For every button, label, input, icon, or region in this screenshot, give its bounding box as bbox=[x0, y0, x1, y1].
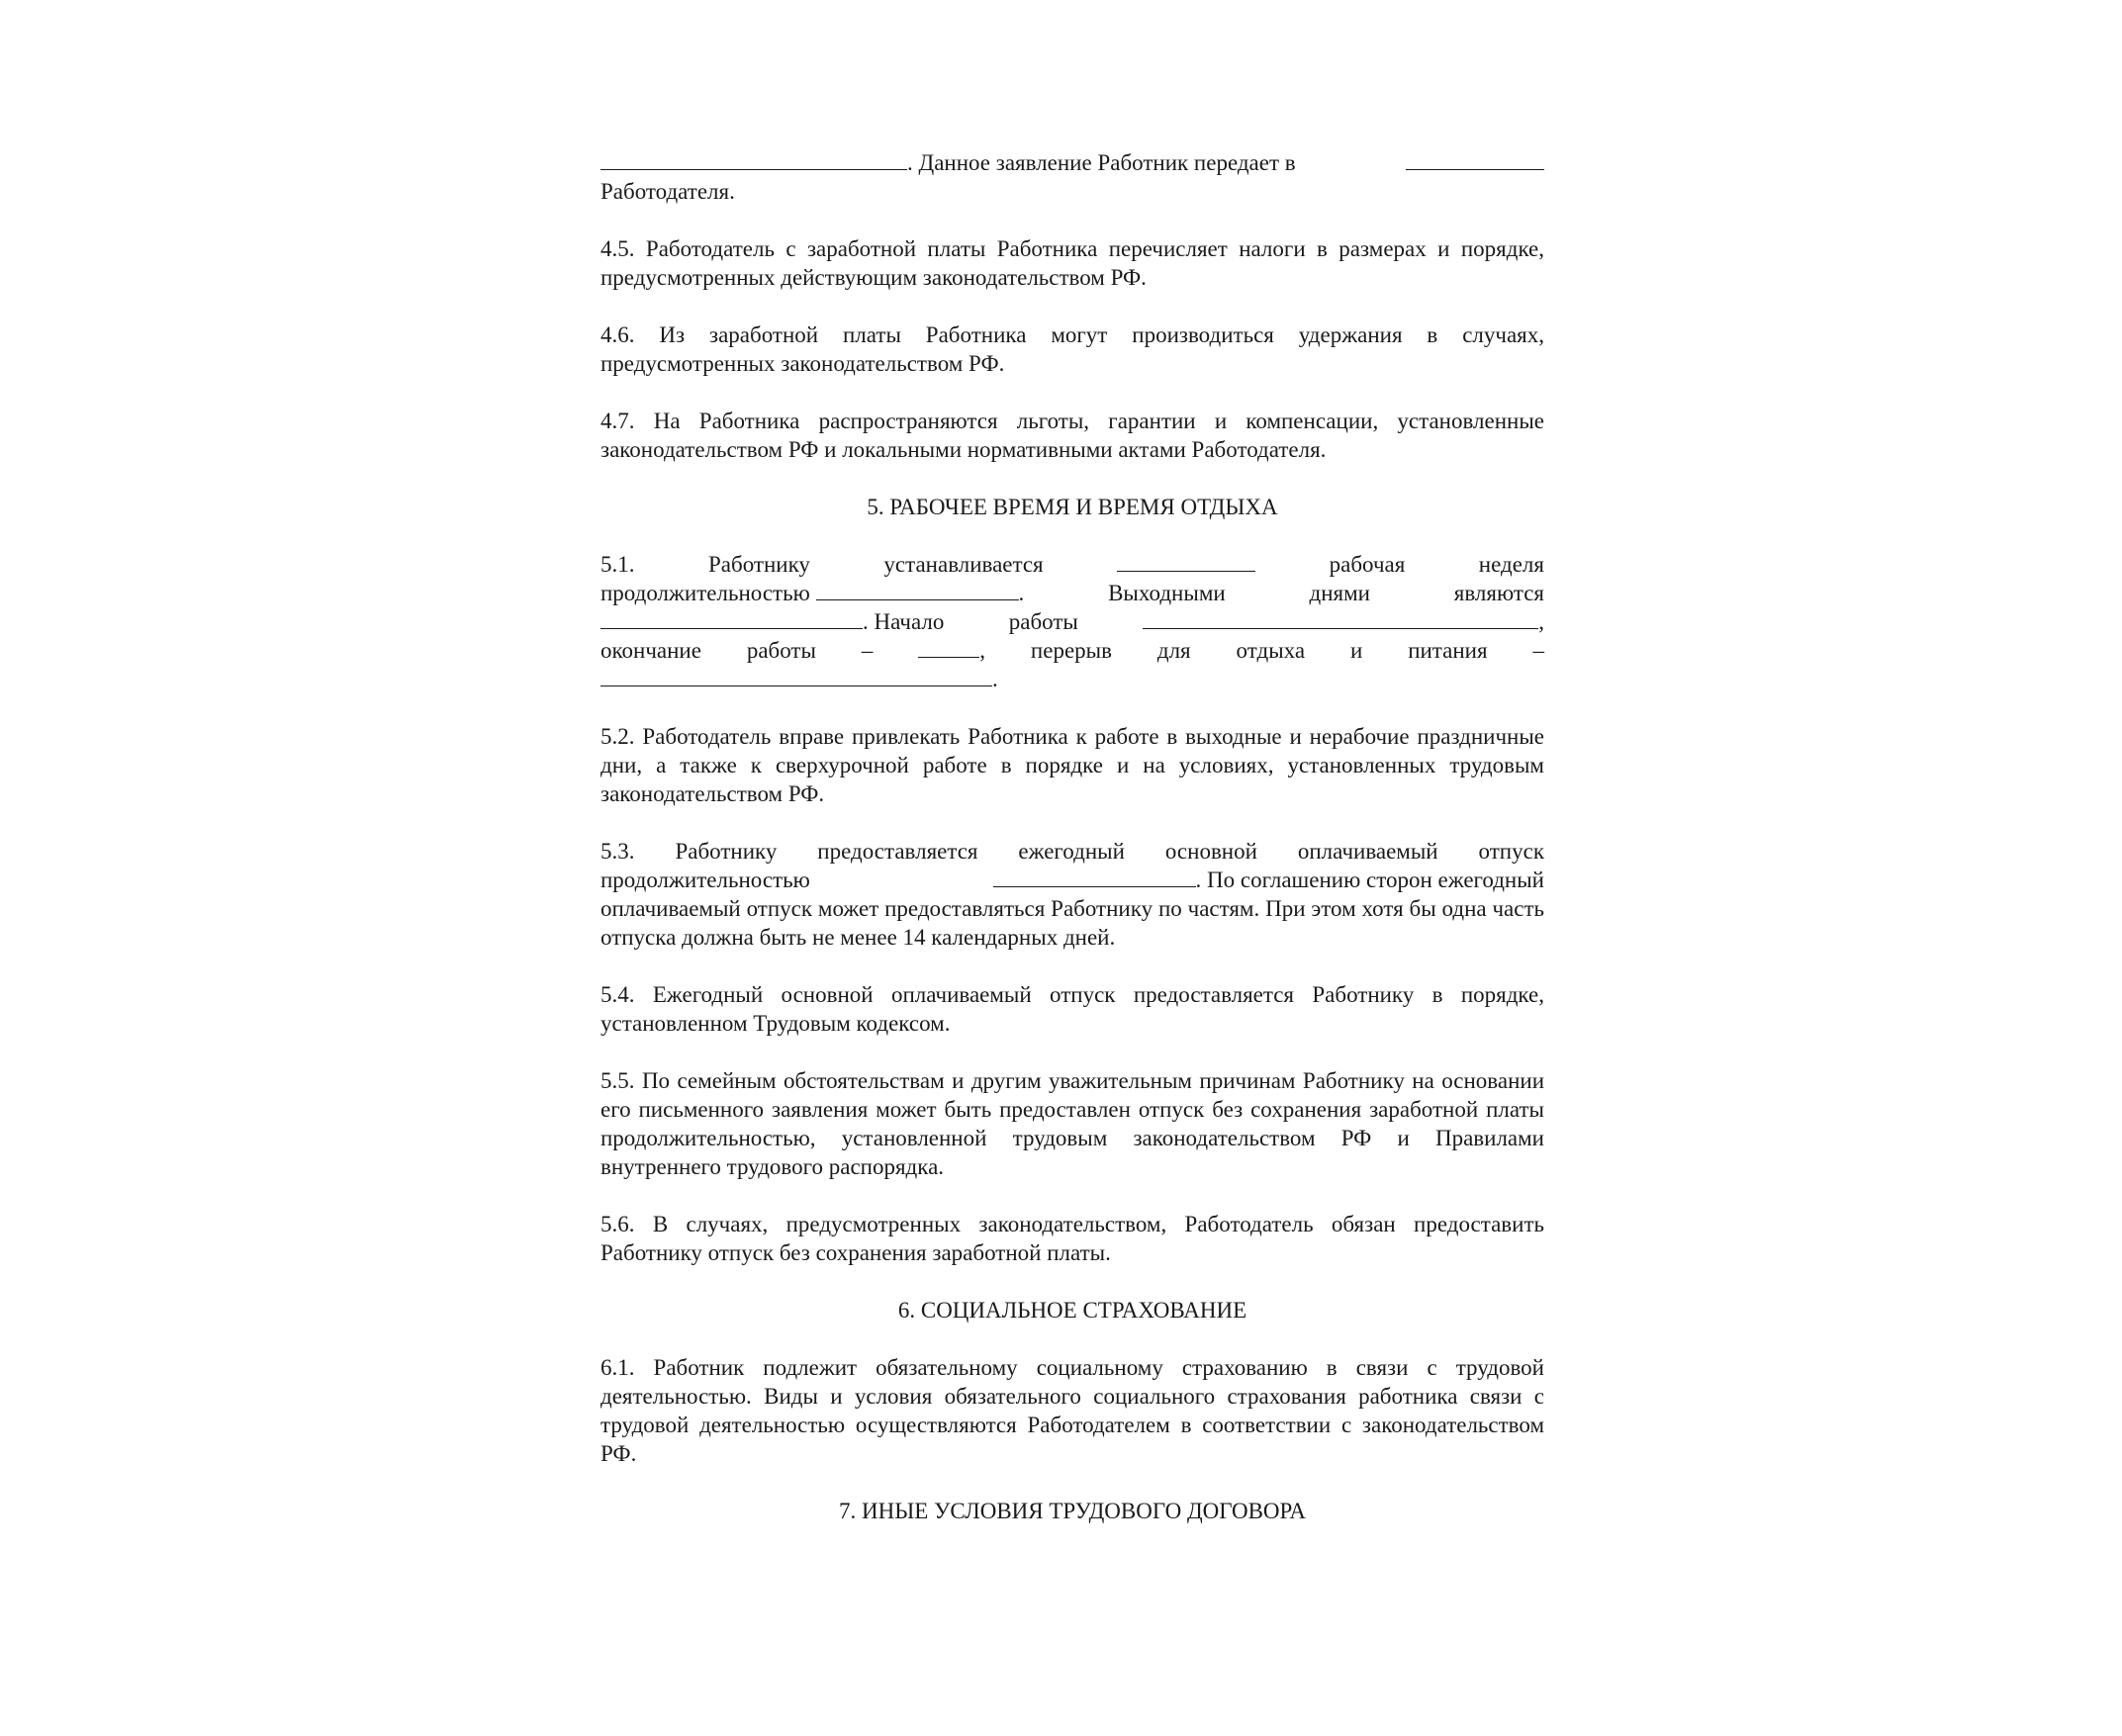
word: устанавливается bbox=[883, 552, 1044, 577]
word: для bbox=[1156, 638, 1191, 663]
blank-field bbox=[600, 608, 863, 629]
word: Работнику bbox=[708, 552, 810, 577]
clause-4-6: 4.6. Из заработной платы Работника могут производиться удержания в случаях, предусмотренных законодательством РФ. bbox=[600, 322, 1544, 376]
blank-field bbox=[816, 580, 1019, 600]
word: неделя bbox=[1478, 552, 1544, 577]
word-group bbox=[600, 607, 944, 636]
word: являются bbox=[1453, 581, 1544, 605]
paragraph-continuation bbox=[600, 148, 1544, 206]
clause-5-1-line-5: . bbox=[600, 665, 1544, 693]
blank-field bbox=[918, 637, 979, 658]
document-page bbox=[600, 148, 1544, 1554]
word: отдыха bbox=[1236, 638, 1306, 663]
continuation-line-1 bbox=[600, 148, 1544, 177]
word: работы bbox=[1008, 609, 1078, 634]
clause-5-1-line-3 bbox=[600, 607, 1544, 636]
word: продолжительностью bbox=[600, 868, 810, 892]
clause-5-5: 5.5. По семейным обстоятельствам и другим уважительным причинам Работнику на основании его письменного заявления может быть предоставлен отпуск без сохранения заработной платы продолжительностью, установленной трудовым законодательством РФ и Правилами внутреннего трудового распорядка. bbox=[600, 1068, 1544, 1179]
word: и bbox=[1349, 638, 1363, 663]
clause-5-3-rest: оплачиваемый отпуск может предоставляться Работнику по частям. При этом хотя бы одна часть отпуска должна быть не менее 14 календарных дней. bbox=[600, 896, 1544, 950]
clause-5-3-line-2 bbox=[600, 866, 1544, 894]
word-group bbox=[993, 866, 1544, 894]
clause-5-1-line-2 bbox=[600, 579, 1544, 607]
clause-5-4: 5.4. Ежегодный основной оплачиваемый отпуск предоставляется Работнику в порядке, установленном Трудовым кодексом. bbox=[600, 982, 1544, 1036]
blank-field bbox=[600, 148, 1296, 177]
blank-field bbox=[1406, 149, 1544, 170]
clause-4-7: 4.7. На Работника распространяются льготы, гарантии и компенсации, установленные законодательством РФ и локальными нормативными актами Работодателя. bbox=[600, 409, 1544, 462]
clause-6-1: 6.1. Работник подлежит обязательному социальному страхованию в связи с трудовой деятельностью. Виды и условия обязательного социального страхования работника связи с трудовой деятельностью осуществляются Работодателем в соответствии с законодательством РФ. bbox=[600, 1355, 1544, 1466]
word: – bbox=[1532, 638, 1544, 663]
word-group: , bbox=[918, 636, 985, 665]
blank-field bbox=[993, 867, 1196, 887]
clause-5-6: 5.6. В случаях, предусмотренных законодательством, Работодатель обязан предоставить Работнику отпуск без сохранения заработной платы. bbox=[600, 1212, 1544, 1265]
word: перерыв bbox=[1030, 638, 1112, 663]
section-heading-6: 6. СОЦИАЛЬНОЕ СТРАХОВАНИЕ bbox=[897, 1298, 1247, 1323]
blank-field bbox=[1143, 608, 1538, 629]
word: . Начало bbox=[863, 609, 945, 634]
section-heading-5: 5. РАБОЧЕЕ ВРЕМЯ И ВРЕМЯ ОТДЫХА bbox=[867, 495, 1278, 519]
word: окончание bbox=[600, 638, 701, 663]
clause-5-1 bbox=[600, 550, 1544, 693]
continuation-line-2: Работодателя. bbox=[600, 179, 735, 204]
word-group: , bbox=[1143, 607, 1544, 636]
word: работы bbox=[746, 638, 816, 663]
clause-4-5: 4.5. Работодатель с заработной платы Работника перечисляет налоги в размерах и порядке, предусмотренных действующим законодательством РФ. bbox=[600, 236, 1544, 290]
clause-5-1-line-1 bbox=[600, 550, 1544, 579]
blank-field bbox=[1117, 551, 1255, 572]
word: днями bbox=[1309, 581, 1370, 605]
word: рабочая bbox=[1329, 552, 1406, 577]
word-group: продолжительностью . bbox=[600, 581, 1025, 605]
clause-5-1-line-4 bbox=[600, 636, 1544, 665]
word: Выходными bbox=[1108, 581, 1226, 605]
word: питания bbox=[1408, 638, 1488, 663]
section-heading-7: 7. ИНЫЕ УСЛОВИЯ ТРУДОВОГО ДОГОВОРА bbox=[839, 1499, 1306, 1523]
clause-5-2: 5.2. Работодатель вправе привлекать Работника к работе в выходные и нерабочие праздничные дни, а также к сверхурочной работе в порядке и на условиях, установленных трудовым законодательством РФ. bbox=[600, 724, 1544, 806]
blank-field bbox=[600, 666, 992, 686]
clause-5-3-line-1: 5.3. Работнику предоставляется ежегодный основной оплачиваемый отпуск bbox=[600, 839, 1544, 864]
word: – bbox=[861, 638, 874, 663]
word: . По соглашению сторон ежегодный bbox=[1195, 868, 1544, 892]
continuation-text: . Данное заявление Работник передает в bbox=[907, 150, 1296, 175]
clause-number: 5.1. bbox=[600, 552, 635, 577]
word: продолжительностью bbox=[600, 581, 810, 605]
clause-5-3 bbox=[600, 837, 1544, 952]
